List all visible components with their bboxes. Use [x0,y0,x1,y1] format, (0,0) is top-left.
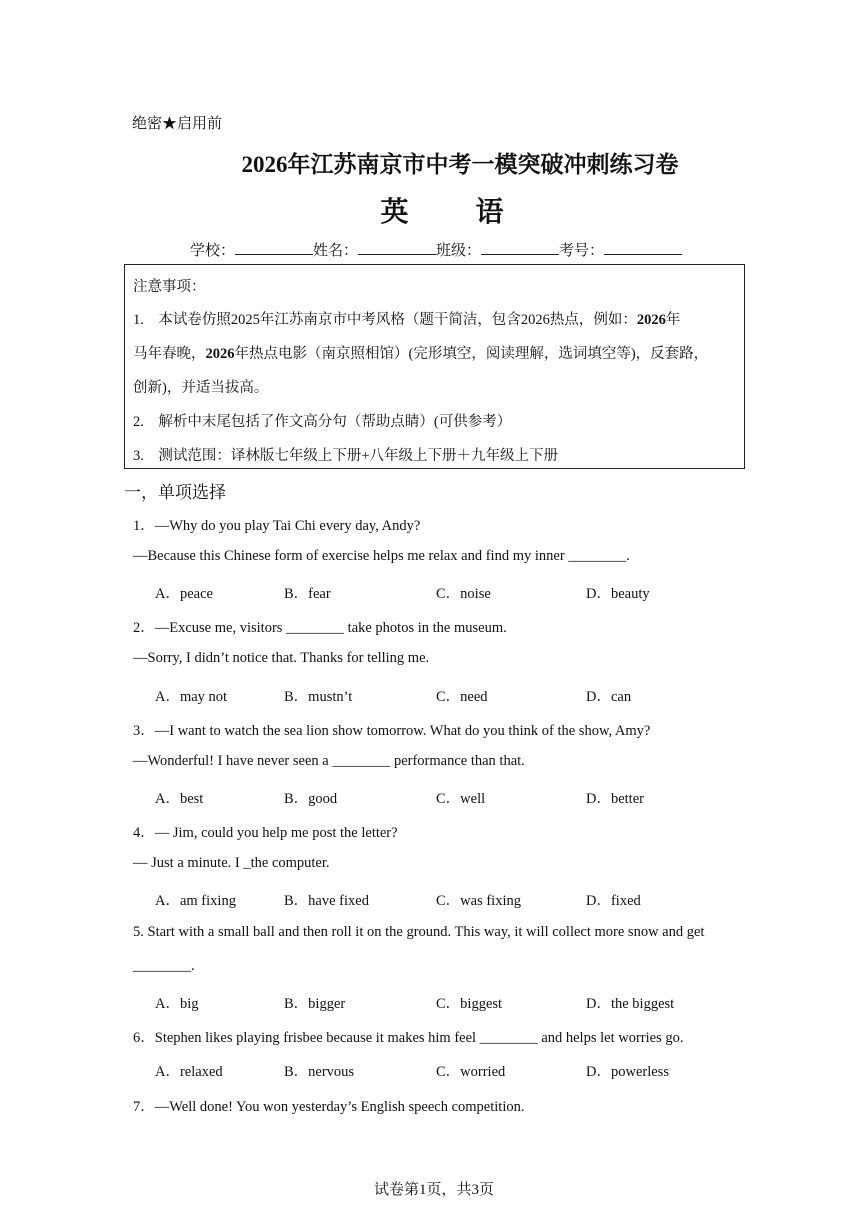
notice-bold: 2026 [636,312,666,328]
notice-item-1-line-3: 创新)，并适当拔高。 [133,380,269,396]
q5-option-b[interactable]: B．bigger [284,996,346,1012]
question-5-stem-cont: ________. [133,958,195,974]
notice-item-1-line-1 [133,308,680,329]
question-7-stem: 7．—Well done! You won yesterday’s English speech competition. [133,1099,525,1115]
q2-option-b[interactable]: B．mustn’t [284,689,353,705]
notice-text: 马年春晚， [133,346,206,362]
notice-item-3: 3. 测试范围：译林版七年级上下册+八年级上下册＋九年级上下册 [133,448,559,464]
section-title: 一，单项选择 [124,483,226,502]
q3-option-b[interactable]: B．good [284,791,338,807]
q2-option-a[interactable]: A．may not [155,689,228,705]
q5-option-d[interactable]: D．the biggest [586,996,675,1012]
notice-heading: 注意事项： [133,279,206,295]
notice-box [124,264,745,469]
notice-item-2: 2. 解析中末尾包括了作文高分句（帮助点睛）(可供参考） [133,414,512,430]
question-2-answer-line: —Sorry, I didn’t notice that. Thanks for telling me. [133,650,430,666]
class-label: 班级： [436,243,482,259]
q4-option-b[interactable]: B．have fixed [284,893,369,909]
q5-option-c[interactable]: C．biggest [436,996,503,1012]
school-label: 学校： [190,243,236,259]
q3-option-a[interactable]: A．best [155,791,204,807]
q1-option-c[interactable]: C．noise [436,586,491,602]
notice-text: 1. 本试卷仿照2025年江苏南京市中考风格（题干简洁，包含2026热点，例如： [133,312,637,328]
name-label: 姓名： [313,243,359,259]
question-1-answer-line: —Because this Chinese form of exercise helps me relax and find my inner ________. [133,548,630,564]
student-info-line [190,239,682,260]
question-6-stem: 6．Stephen likes playing frisbee because it makes him feel ________ and helps let worries go. [133,1030,684,1046]
q4-option-d[interactable]: D．fixed [586,893,641,909]
q3-option-d[interactable]: D．better [586,791,644,807]
school-field[interactable] [235,240,313,255]
notice-bold: 2026 [205,346,235,362]
q2-option-d[interactable]: D．can [586,689,632,705]
subject-title: 英 语 [380,197,534,228]
q4-option-a[interactable]: A．am fixing [155,893,236,909]
q1-option-a[interactable]: A．peace [155,586,213,602]
q6-option-a[interactable]: A．relaxed [155,1064,223,1080]
number-field[interactable] [604,240,682,255]
question-2-stem: 2．—Excuse me, visitors ________ take photos in the museum. [133,620,507,636]
q4-option-c[interactable]: C．was fixing [436,893,521,909]
exam-title: 2026年江苏南京市中考一模突破冲刺练习卷 [241,152,679,177]
q6-option-c[interactable]: C．worried [436,1064,506,1080]
name-field[interactable] [358,240,436,255]
question-3-answer-line: —Wonderful! I have never seen a ________ performance than that. [133,753,525,769]
question-3-stem: 3．—I want to watch the sea lion show tomorrow. What do you think of the show, Amy? [133,723,651,739]
question-4-answer-line: — Just a minute. I _the computer. [133,855,330,871]
question-5-stem: 5. Start with a small ball and then roll it on the ground. This way, it will collect more snow and get [133,924,705,940]
secret-label: 绝密★启用前 [132,116,223,132]
question-1-stem: 1．—Why do you play Tai Chi every day, Andy? [133,518,421,534]
question-4-stem: 4．— Jim, could you help me post the letter? [133,825,398,841]
q2-option-c[interactable]: C．need [436,689,488,705]
q1-option-b[interactable]: B．fear [284,586,331,602]
q6-option-b[interactable]: B．nervous [284,1064,355,1080]
notice-text: 年 [665,312,681,328]
notice-text: 年热点电影（南京照相馆）(完形填空，阅读理解，选词填空等)，反套路， [234,346,709,362]
q1-option-d[interactable]: D．beauty [586,586,650,602]
class-field[interactable] [481,240,559,255]
q5-option-a[interactable]: A．big [155,996,199,1012]
q3-option-c[interactable]: C．well [436,791,486,807]
page-footer: 试卷第1页，共3页 [373,1182,494,1198]
q6-option-d[interactable]: D．powerless [586,1064,669,1080]
notice-item-1-line-2 [133,342,708,363]
number-label: 考号： [559,243,605,259]
